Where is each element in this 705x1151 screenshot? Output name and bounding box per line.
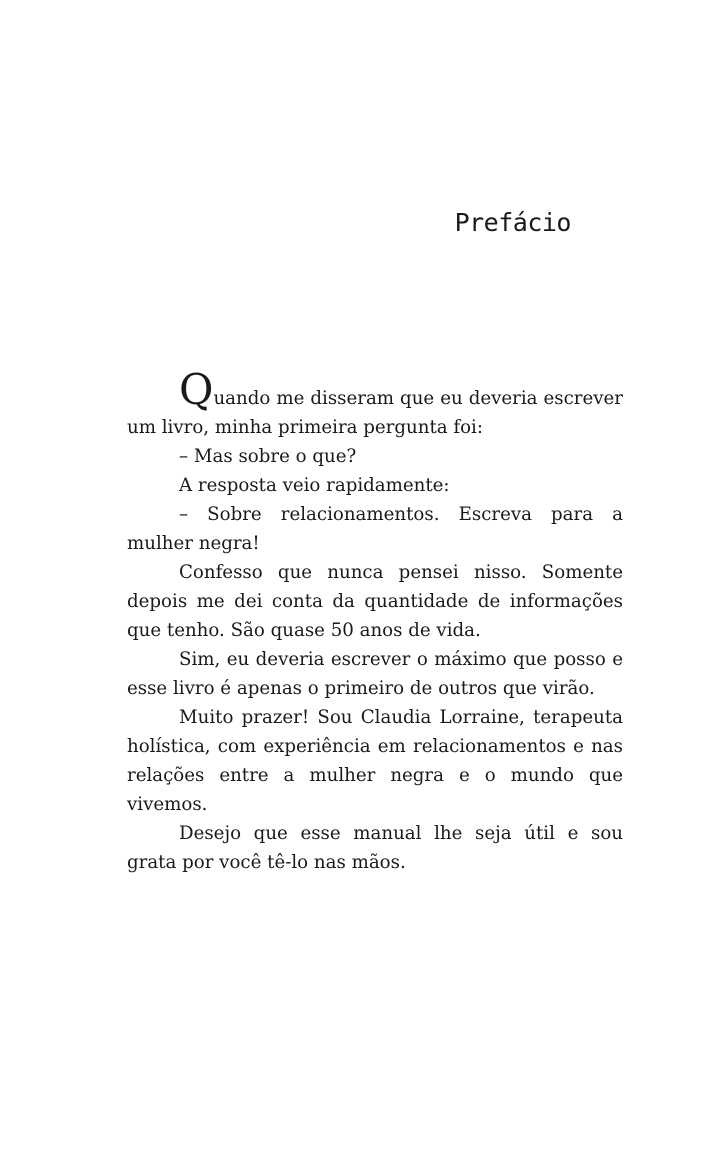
paragraph <box>127 365 623 442</box>
paragraph: – Sobre relacionamentos. Escreva para a mulher negra! <box>127 504 623 554</box>
paragraph: – Mas sobre o que? <box>179 446 357 467</box>
paragraph-text: uando me disseram que eu deveria escrever um livro, minha primeira pergunta foi: <box>127 388 623 438</box>
paragraph: Sim, eu deveria escrever o máximo que posso e esse livro é apenas o primeiro de outros que virão. <box>127 649 623 699</box>
page-title: Prefácio <box>454 208 571 237</box>
paragraph: Muito prazer! Sou Claudia Lorraine, terapeuta holística, com experiência em relacionamentos e nas relações entre a mulher negra e o mundo que vivemos. <box>127 707 623 815</box>
preface-body <box>127 365 623 877</box>
paragraph: A resposta veio rapidamente: <box>179 475 450 496</box>
paragraph: Confesso que nunca pensei nisso. Somente depois me dei conta da quantidade de informações que tenho. São quase 50 anos de vida. <box>127 562 623 641</box>
drop-cap: Q <box>179 365 214 414</box>
paragraph: Desejo que esse manual lhe seja útil e sou grata por você tê-lo nas mãos. <box>127 823 623 873</box>
